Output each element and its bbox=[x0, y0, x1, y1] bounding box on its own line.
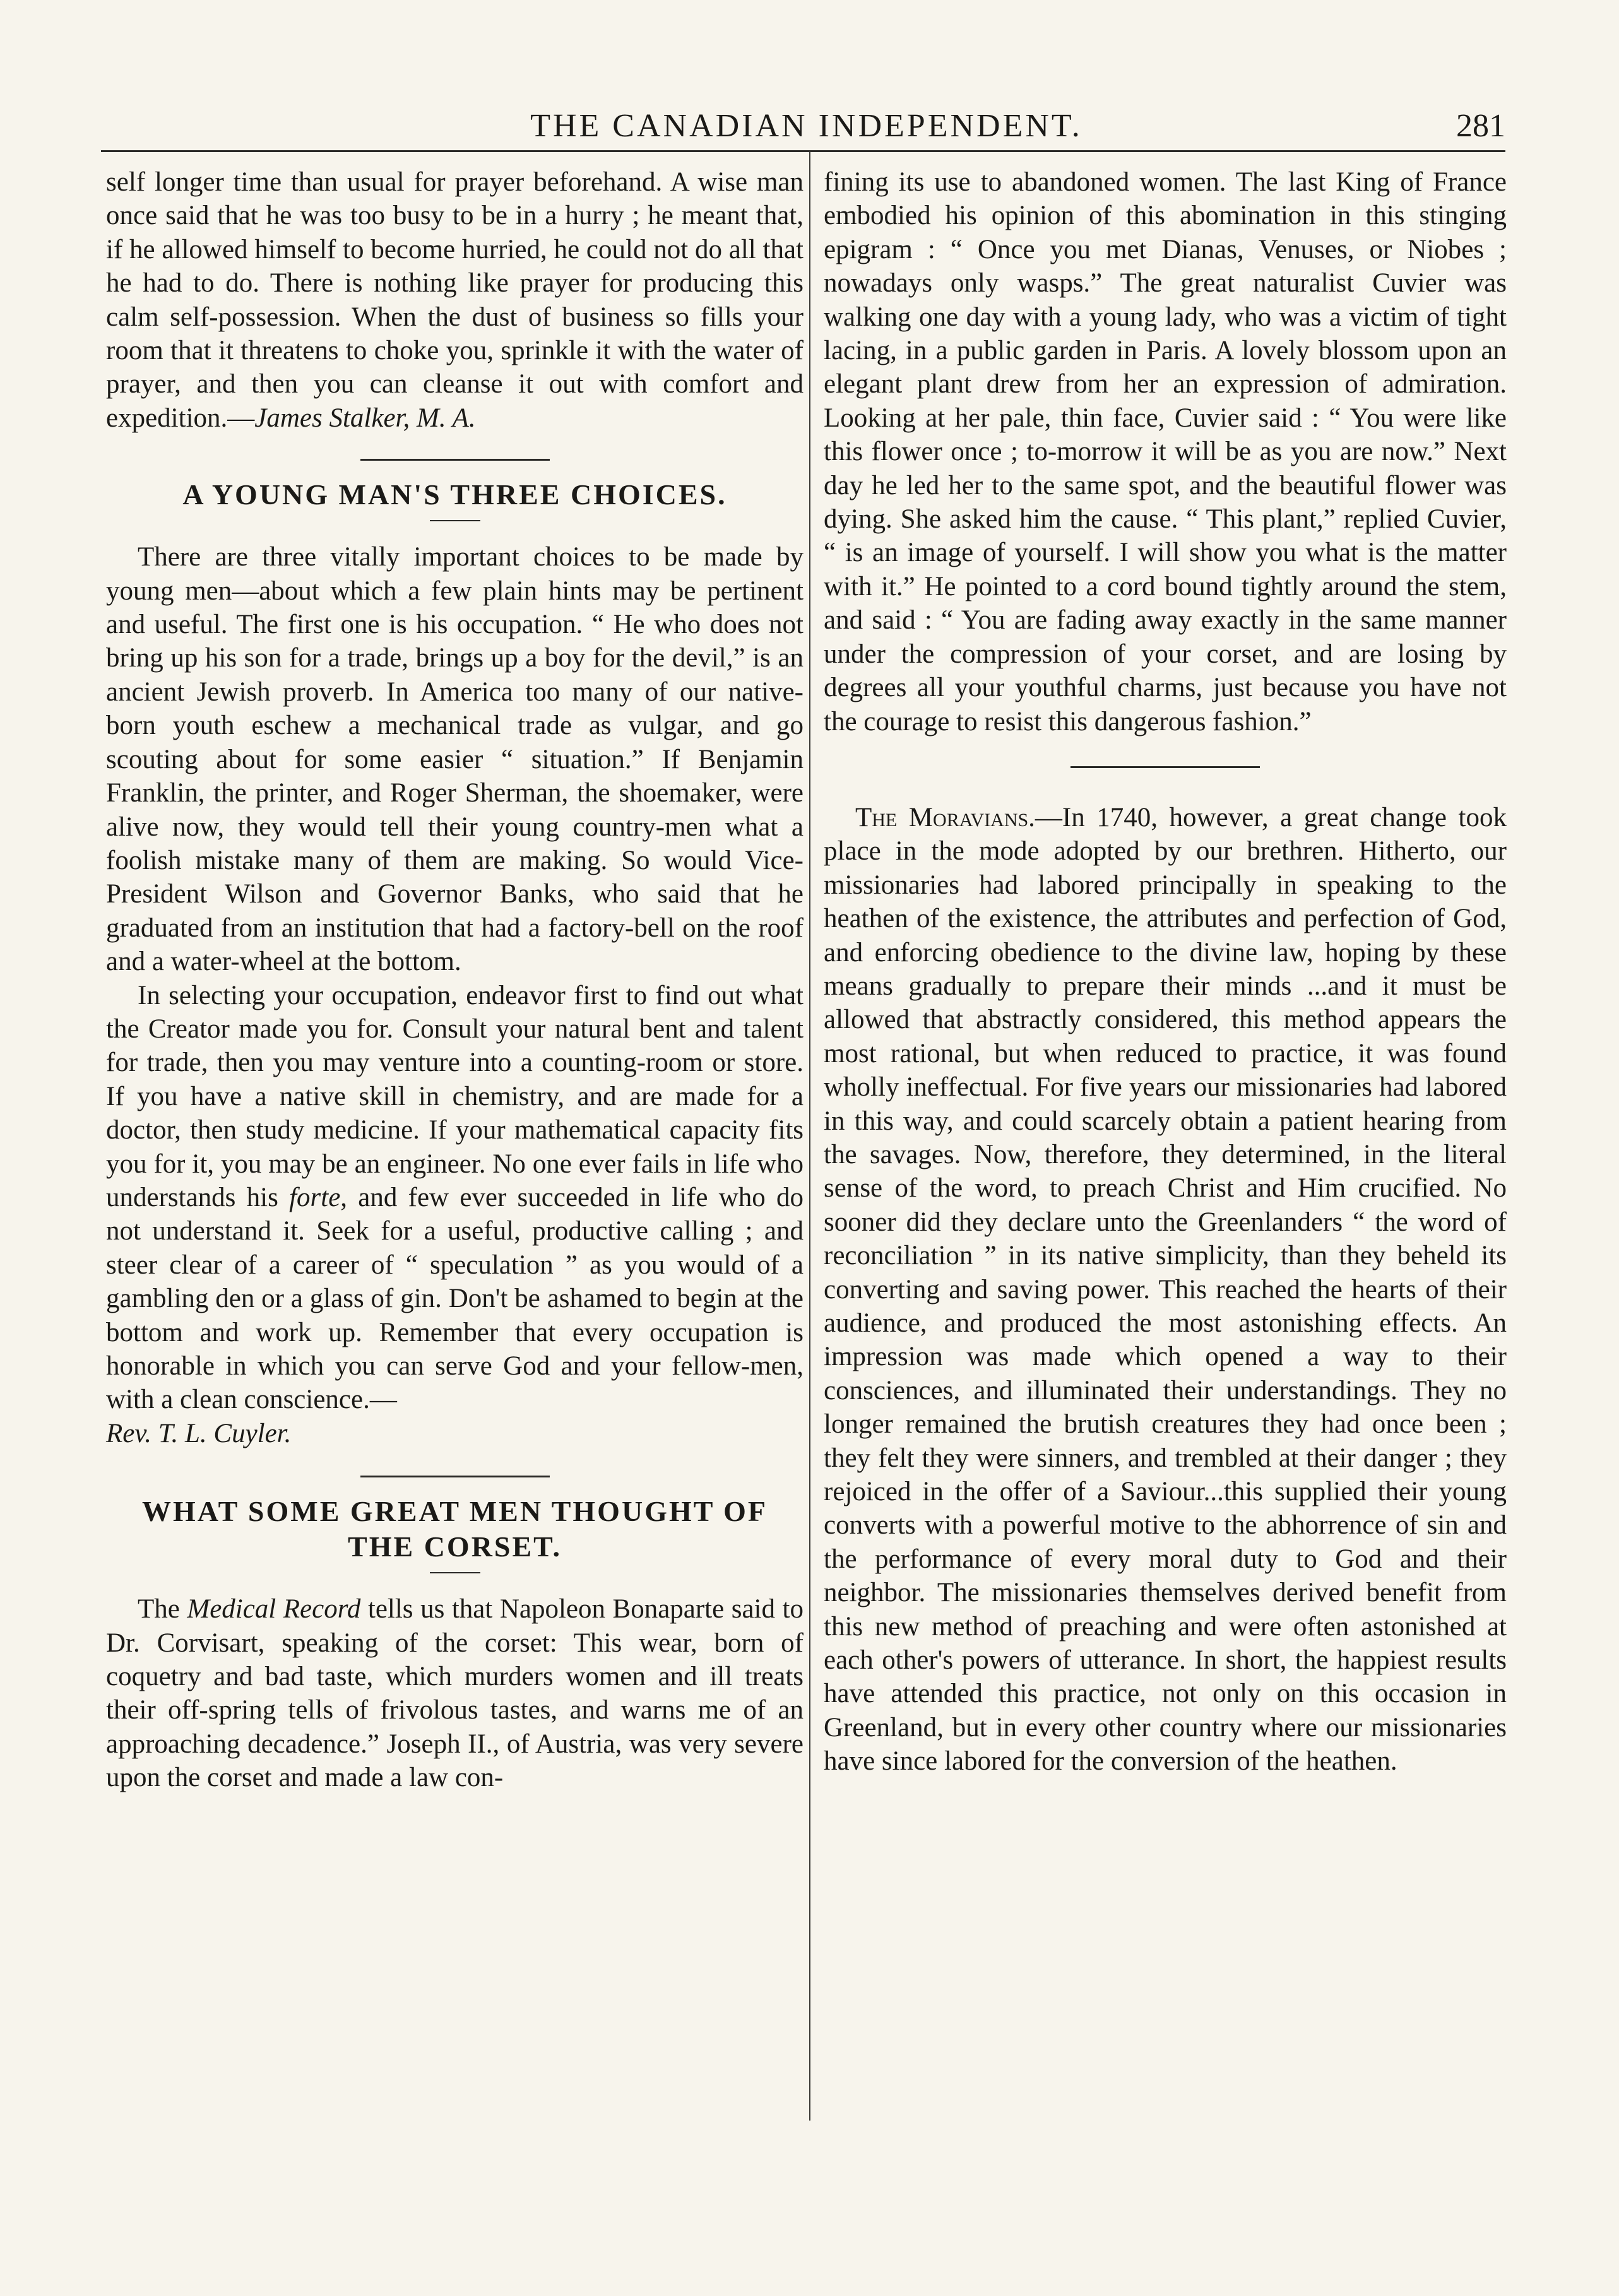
corset-continued-paragraph: fining its use to abandoned women. The last King of France embodied his opinion of this abomination in this stinging epigram : “ Once you met Dianas, Venuses, or Niobes ; nowadays only wasps.” The great naturalist Cuvier was walking one day with a young lady, who was a victim of tight lacing, in a public garden in Paris. A lovely blossom upon an elegant plant drew from her an expression of admiration. Looking at her pale, thin face, Cuvier said : “ You were like this flower once ; to-morrow it will be as you are now.” Next day he led her to the same spot, and the beautiful flower was dying. She asked him the cause. “ This plant,” replied Cuvier, “ is an image of yourself. I will show you what is the matter with it.” He pointed to a cord bound tightly around the stem, and said : “ You are fading away exactly in the same manner under the compression of your corset, and are losing by degrees all your youthful charms, just because you have not the courage to resist this dangerous fashion.” bbox=[824, 167, 1507, 737]
intro-author: James Stalker, M. A. bbox=[254, 403, 476, 433]
right-column bbox=[824, 165, 1507, 1778]
forte-word: forte bbox=[289, 1182, 341, 1212]
left-column bbox=[106, 165, 804, 1795]
page-header bbox=[107, 101, 1505, 145]
three-choices-p2-text-b: , and few ever succeeded in life who do not understand it. Seek for a useful, productive calling ; and steer clear of a career of “ speculation ” as you would of a gambling den or a glass of gin. Don't be ashamed to begin at the bottom and work up. Remember that every occupation is honorable in which you can serve God and your fellow-men, with a clean conscience.— bbox=[106, 1182, 804, 1415]
three-choices-paragraph-2 bbox=[106, 979, 804, 1451]
moravians-lead: The Moravians. bbox=[855, 802, 1035, 832]
journal-title: THE CANADIAN INDEPENDENT. bbox=[530, 108, 1082, 144]
three-choices-author: Rev. T. L. Cuyler. bbox=[106, 1418, 292, 1448]
article-heading-corset: WHAT SOME GREAT MEN THOUGHT OF THE CORSET. bbox=[142, 1495, 768, 1563]
page-number: 281 bbox=[1456, 108, 1505, 144]
three-choices-p2-text-a: In selecting your occupation, endeavor first to find out what the Creator made you for. Consult your natural bent and talent for trade, then you may venture into a counting-room or store. If you have a native skill in chemistry, and are made for a doctor, then study medicine. If your mathematical capacity fits you for it, you may be an engineer. No one ever fails in life who understands his bbox=[106, 980, 804, 1212]
column-divider bbox=[809, 151, 810, 2121]
medical-record-title: Medical Record bbox=[187, 1594, 361, 1624]
moravians-text: —In 1740, however, a great change took place in the mode adopted by our brethren. Hitherto, our missionaries had labored principally in speaking to the heathen of the existence, the attributes and perfection of God, and enforcing obedience to the divine law, hoping by these means gradually to prepare their minds ...and it must be allowed that abstractly considered, this method appears the most rational, but when reduced to practice, it was found wholly ineffectual. For five years our missionaries had labored in this way, and could scarcely obtain a patient hearing from the savages. Now, therefore, they determined, in the literal sense of the word, to preach Christ and Him crucified. No sooner did they declare unto the Greenlanders “ the word of reconciliation ” in its native simplicity, than they beheld its converting and saving power. This reached the hearts of their audience, and produced the most astonishing effects. An impression was made which opened a way to their consciences, and illuminated their understandings. They no longer remained the brutish creatures they had once been ; they felt they were sinners, and trembled at their danger ; they rejoiced in the offer of a Saviour...this supplied their young converts with a powerful motive to the abhorrence of sin and the performance of every moral duty to God and their neighbor. The missionaries themselves derived benefit from this new method of preaching and were often astonished at each other's powers of utterance. In short, the happiest results have attended this practice, not only on this occasion in Greenland, but in every other country where our missionaries have since labored for the conversion of the heathen. bbox=[824, 802, 1507, 1777]
moravians-paragraph bbox=[824, 801, 1507, 1778]
intro-paragraph bbox=[106, 165, 804, 435]
three-choices-paragraph-1: There are three vitally important choices to be made by young men—about which a few plain hints may be pertinent and useful. The first one is his occupation. “ He who does not bring up his son for a trade, brings up a boy for the devil,” is an ancient Jewish proverb. In America too many of our native-born youth eschew a mechanical trade as vulgar, and go scouting about for some easier “ situation.” If Benjamin Franklin, the printer, and Roger Sherman, the shoemaker, were alive now, they would tell their young country-men what a foolish mistake many of them are making. So would Vice-President Wilson and Governor Banks, who said that he graduated from an institution that had a factory-bell on the roof and a water-wheel at the bottom. bbox=[106, 542, 804, 977]
intro-text: self longer time than usual for prayer beforehand. A wise man once said that he was too busy to be in a hurry ; he meant that, if he allowed himself to become hurried, he could not do all that he had to do. There is nothing like prayer for producing this calm self-possession. When the dust of business so fills your room that it threatens to choke you, sprinkle it with the water of prayer, and then you can cleanse it out with comfort and expedition.— bbox=[106, 167, 804, 433]
corset-paragraph-1 bbox=[106, 1592, 804, 1794]
header-rule bbox=[101, 150, 1505, 152]
corset-text-b: tells us that Napoleon Bonaparte said to Dr. Corvisart, speaking of the corset: This wear, born of coquetry and bad taste, which murders women and ill treats their off-spring tells of frivolous tastes, and warns me of an approaching decadence.” Joseph II., of Austria, was very severe upon the corset and made a law con- bbox=[106, 1594, 804, 1793]
corset-text-a: The bbox=[138, 1594, 187, 1624]
article-heading-three-choices: A YOUNG MAN'S THREE CHOICES. bbox=[182, 478, 727, 511]
